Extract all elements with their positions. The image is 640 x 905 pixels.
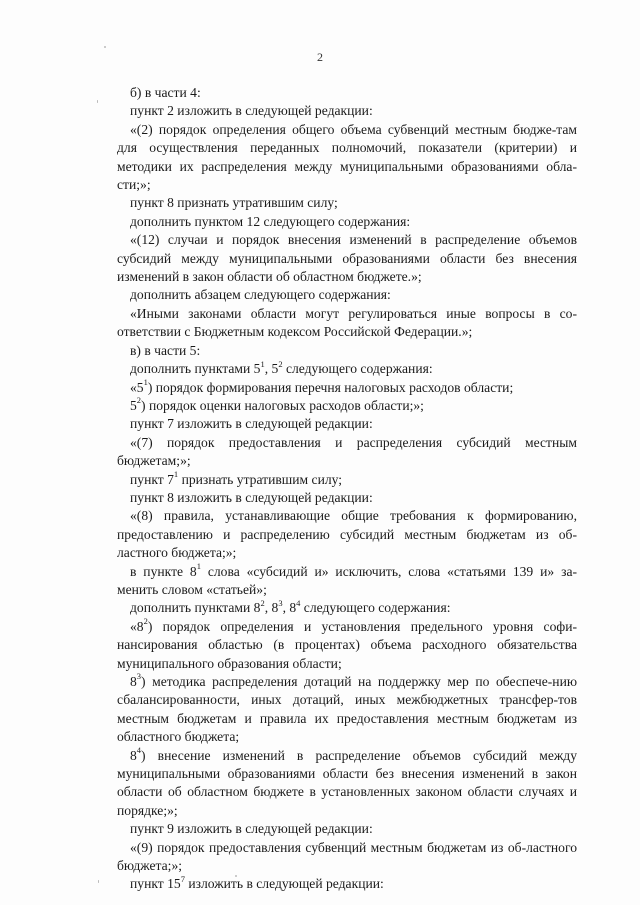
paragraph-text: пункт 8 изложить в следующей редакции: [130,489,373,505]
paragraph-p1 [117,84,577,102]
paragraph-text: пункт 8 признать утратившим силу; [130,195,338,211]
paragraph-p16 [117,489,577,507]
paragraph-text: пункт 7 [130,471,174,487]
paragraph-p10 [117,360,577,378]
paragraph-text: дополнить пунктами 8 [130,600,261,616]
paragraph-text: дополнить пунктами 5 [130,361,261,377]
paragraph-text: слова «субсидий и» исключить, слова «статьями 139 и» за-менить словом «статьей»; [117,563,577,597]
page-number: 2 [317,50,323,64]
paragraph-p13 [117,415,577,433]
paragraph-text: следующего содержания: [300,600,451,616]
document-body [117,84,577,894]
paragraph-p14 [117,434,577,471]
superscript-index: 2 [260,597,265,608]
paragraph-text: «8 [130,618,144,634]
paragraph-text: в пункте 8 [130,563,197,579]
paragraph-text: «(8) правила, устанавливающие общие требования к формированию, предоставлению и распределению субсидий местным бюджетам из об-ластного бюджета;»; [117,508,577,561]
superscript-index: 1 [143,376,148,387]
paragraph-text: «5 [130,379,144,395]
paragraph-text: б) в части 4: [130,85,201,100]
paragraph-p7 [117,286,577,304]
paragraph-p4 [117,194,577,212]
paragraph-text: ) внесение изменений в распределение объемов субсидий между муниципальными образованиями области без внесения изменений в закон области об областном бюджете в установленных законом области случаях и порядке;»; [117,747,577,818]
paragraph-p11 [117,376,577,397]
superscript-index: 3 [278,597,283,608]
paragraph-text: , 8 [282,600,297,616]
paragraph-p3 [117,121,577,195]
superscript-index: 4 [296,597,301,608]
paragraph-text: ) порядок оценки налоговых расходов области;»; [141,397,424,413]
paragraph-p24 [117,839,577,876]
superscript-index: 1 [173,469,179,479]
paragraph-text: 8 [130,747,137,763]
paragraph-text: дополнить абзацем следующего содержания: [130,287,391,303]
scan-speck [104,46,106,48]
paragraph-text: в) в части 5: [130,342,201,358]
paragraph-p23 [117,820,577,838]
paragraph-p17 [117,507,577,562]
paragraph-p25 [117,875,577,893]
paragraph-text: 8 [130,674,137,689]
paragraph-text: «(9) порядок предоставления субвенций местным бюджетам из об-ластного бюджета;»; [117,839,577,874]
paragraph-p20 [117,618,577,673]
paragraph-p21 [117,673,577,747]
superscript-index: 2 [278,358,283,369]
paragraph-text: , 5 [264,361,279,377]
superscript-index: 7 [180,873,185,884]
paragraph-text: «(12) случаи и порядок внесения изменений в распределение объемов субсидий между муниципальными образованиями области без внесения изменений в закон области об областном бюджете.»; [117,232,577,285]
paragraph-text: дополнить пунктом 12 следующего содержания: [130,213,411,229]
paragraph-p8 [117,305,577,342]
paragraph-p15 [117,471,577,489]
paragraph-text: «(7) порядок предоставления и распределения субсидий местным бюджетам;»; [117,434,577,469]
paragraph-p9 [117,342,577,360]
paragraph-p19 [117,599,577,617]
paragraph-p5 [117,213,577,231]
paragraph-text: следующего содержания: [282,361,433,377]
scan-speck [98,880,99,883]
paragraph-text: изложить в следующей редакции: [184,876,384,892]
scan-speck [97,100,98,103]
superscript-index: 1 [260,358,265,369]
paragraph-text: пункт 2 изложить в следующей редакции: [130,103,373,119]
paragraph-p22 [117,747,577,821]
paragraph-text: пункт 15 [130,876,181,892]
paragraph-p2 [117,102,577,120]
paragraph-text: «Иными законами области могут регулироваться иные вопросы в со-ответствии с Бюджетным кодексом Российской Федерации.»; [117,305,577,340]
paragraph-p6 [117,231,577,286]
superscript-index: 1 [196,561,201,572]
superscript-index: 4 [136,745,142,756]
paragraph-p18 [117,563,577,600]
paragraph-text: , 8 [264,600,279,616]
superscript-index: 3 [136,671,142,682]
paragraph-text: 5 [130,397,137,413]
paragraph-text: «(2) порядок определения общего объема субвенций местным бюдже-там для осуществления переданных полномочий, показатели (критерии) и методики их распределения между муниципальными образованиями обла-сти;»; [117,121,577,193]
superscript-index: 2 [143,616,148,627]
paragraph-text: ) порядок определения и установления предельного уровня софи-нансирования областью (в процентах) объема расходного обязательства муниципального образования области; [117,618,577,671]
superscript-index: 2 [136,395,142,406]
paragraph-text: ) методика распределения дотаций на поддержку мер по обеспече-нию сбалансированности, иных дотаций, иных межбюджетных трансфер-тов местным бюджетам и правила их предоставления местным бюджетам из областного бюджета; [117,674,577,745]
paragraph-text: пункт 7 изложить в следующей редакции: [130,416,373,432]
paragraph-text: пункт 9 изложить в следующей редакции: [130,821,373,837]
paragraph-p12 [117,397,577,415]
paragraph-text: признать утратившим силу; [178,471,343,487]
paragraph-text: ) порядок формирования перечня налоговых расходов области; [147,379,514,395]
